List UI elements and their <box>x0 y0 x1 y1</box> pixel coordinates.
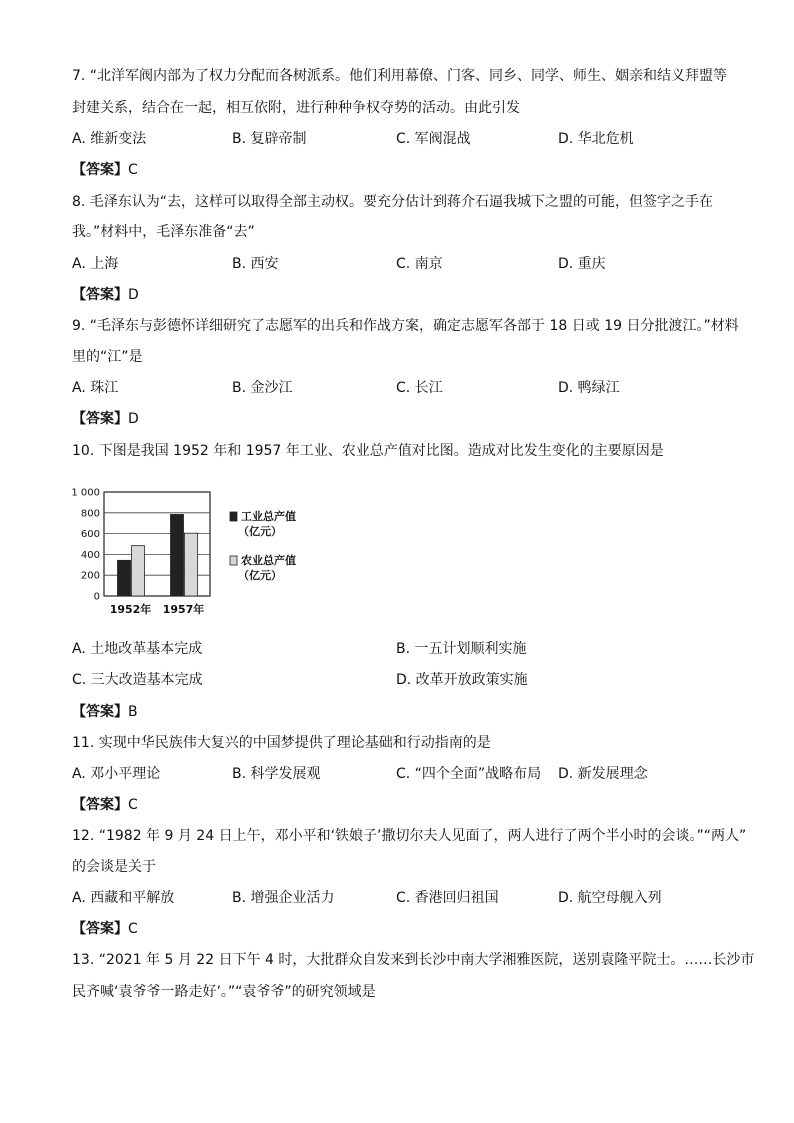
q7-answer <box>72 160 138 180</box>
q7-option-c[interactable]: C. 军阀混战 <box>396 131 471 147</box>
y-tick-label: 1 000 <box>71 487 100 499</box>
q8-option-d[interactable]: D. 重庆 <box>558 256 606 272</box>
bar-agriculture <box>185 533 198 596</box>
q10-stem: 10. 下图是我国 1952 年和 1957 年工业、农业总产值对比图。造成对比发生变化的主要原因是 <box>72 443 664 459</box>
q12-answer <box>72 919 138 939</box>
answer-value: C <box>128 162 138 178</box>
q9-answer <box>72 409 139 429</box>
answer-tag: 【答案】 <box>72 797 128 813</box>
q9-option-a[interactable]: A. 珠江 <box>72 380 119 396</box>
q9-stem-line2: 里的“江”是 <box>72 349 143 365</box>
q12-option-b[interactable]: B. 增强企业活力 <box>232 890 335 906</box>
bar-industry <box>118 560 131 596</box>
chart-legend <box>230 509 296 582</box>
q12-option-d[interactable]: D. 航空母舰入列 <box>558 890 662 906</box>
q8-option-b[interactable]: B. 西安 <box>232 256 279 272</box>
answer-tag: 【答案】 <box>72 162 128 178</box>
chart-x-labels <box>110 602 205 616</box>
answer-tag: 【答案】 <box>72 704 128 720</box>
legend-swatch <box>230 556 237 565</box>
chart-y-ticks <box>71 488 100 603</box>
q12-stem-line1: 12. “1982 年 9 月 24 日上午，邓小平和‘铁娘子’撒切尔夫人见面了，两人进行了两个半小时的会谈。”“两人” <box>72 828 747 844</box>
q9-option-c[interactable]: C. 长江 <box>396 380 443 396</box>
legend-label: 工业总产值 <box>241 510 296 523</box>
legend-unit: （亿元） <box>238 525 282 538</box>
q10-option-a[interactable]: A. 土地改革基本完成 <box>72 641 203 657</box>
y-tick-label: 400 <box>80 549 100 561</box>
q9-option-b[interactable]: B. 金沙江 <box>232 380 293 396</box>
q11-option-b[interactable]: B. 科学发展观 <box>232 766 321 782</box>
q12-stem-line2: 的会谈是关于 <box>72 859 156 875</box>
answer-value: D <box>128 287 139 303</box>
q10-option-d[interactable]: D. 改革开放政策实施 <box>396 672 528 688</box>
q8-stem-line2: 我。”材料中，毛泽东准备“去” <box>72 224 255 240</box>
x-tick-label: 1957年 <box>162 603 205 616</box>
q8-answer <box>72 285 139 305</box>
bar-industry <box>171 514 184 596</box>
q11-answer <box>72 795 138 815</box>
q13-stem-line1: 13. “2021 年 5 月 22 日下午 4 时，大批群众自发来到长沙中南大学湘雅医院，送别袁隆平院士。……长沙市 <box>72 952 755 968</box>
answer-value: C <box>128 921 138 937</box>
y-tick-label: 600 <box>80 529 100 541</box>
q7-option-a[interactable]: A. 维新变法 <box>72 131 147 147</box>
y-tick-label: 200 <box>80 570 100 582</box>
q8-stem-line1: 8. 毛泽东认为“去，这样可以取得全部主动权。要充分估计到蒋介石逼我城下之盟的可能，但签字之手在 <box>72 194 714 210</box>
legend-unit: （亿元） <box>238 569 282 582</box>
x-tick-label: 1952年 <box>109 603 152 616</box>
q10-answer <box>72 702 138 722</box>
q7-option-b[interactable]: B. 复辟帝制 <box>232 131 307 147</box>
q12-option-c[interactable]: C. 香港回归祖国 <box>396 890 499 906</box>
q10-option-b[interactable]: B. 一五计划顺利实施 <box>396 641 527 657</box>
q7-stem-line2: 封建关系，结合在一起，相互依附，进行种种争权夺势的活动。由此引发 <box>72 100 520 116</box>
bar-chart <box>64 480 324 628</box>
q10-option-c[interactable]: C. 三大改造基本完成 <box>72 672 203 688</box>
q11-stem: 11. 实现中华民族伟大复兴的中国梦提供了理论基础和行动指南的是 <box>72 735 491 751</box>
q7-option-d[interactable]: D. 华北危机 <box>558 131 634 147</box>
answer-tag: 【答案】 <box>72 287 128 303</box>
legend-swatch <box>230 512 237 521</box>
answer-value: C <box>128 797 138 813</box>
answer-value: D <box>128 411 139 427</box>
q8-option-a[interactable]: A. 上海 <box>72 256 119 272</box>
answer-tag: 【答案】 <box>72 411 128 427</box>
q12-option-a[interactable]: A. 西藏和平解放 <box>72 890 175 906</box>
q11-option-d[interactable]: D. 新发展理念 <box>558 766 648 782</box>
answer-value: B <box>128 704 138 720</box>
y-tick-label: 0 <box>93 591 100 603</box>
q9-option-d[interactable]: D. 鸭绿江 <box>558 380 620 396</box>
chart-bars <box>118 514 198 596</box>
y-tick-label: 800 <box>80 508 100 520</box>
q11-option-c[interactable]: C. “四个全面”战略布局 <box>396 766 542 782</box>
q11-option-a[interactable]: A. 邓小平理论 <box>72 766 161 782</box>
q9-stem-line1: 9. “毛泽东与彭德怀详细研究了志愿军的出兵和作战方案，确定志愿军各部于 18 日或 19 日分批渡江。”材料 <box>72 318 739 334</box>
bar-agriculture <box>132 546 145 596</box>
legend-label: 农业总产值 <box>241 554 296 567</box>
answer-tag: 【答案】 <box>72 921 128 937</box>
q7-stem-line1: 7. “北洋军阀内部为了权力分配而各树派系。他们利用幕僚、门客、同乡、同学、师生、姻亲和结义拜盟等 <box>72 68 728 84</box>
q13-stem-line2: 民齐喊‘袁爷爷一路走好’。”“袁爷爷”的研究领域是 <box>72 984 376 1000</box>
q8-option-c[interactable]: C. 南京 <box>396 256 443 272</box>
